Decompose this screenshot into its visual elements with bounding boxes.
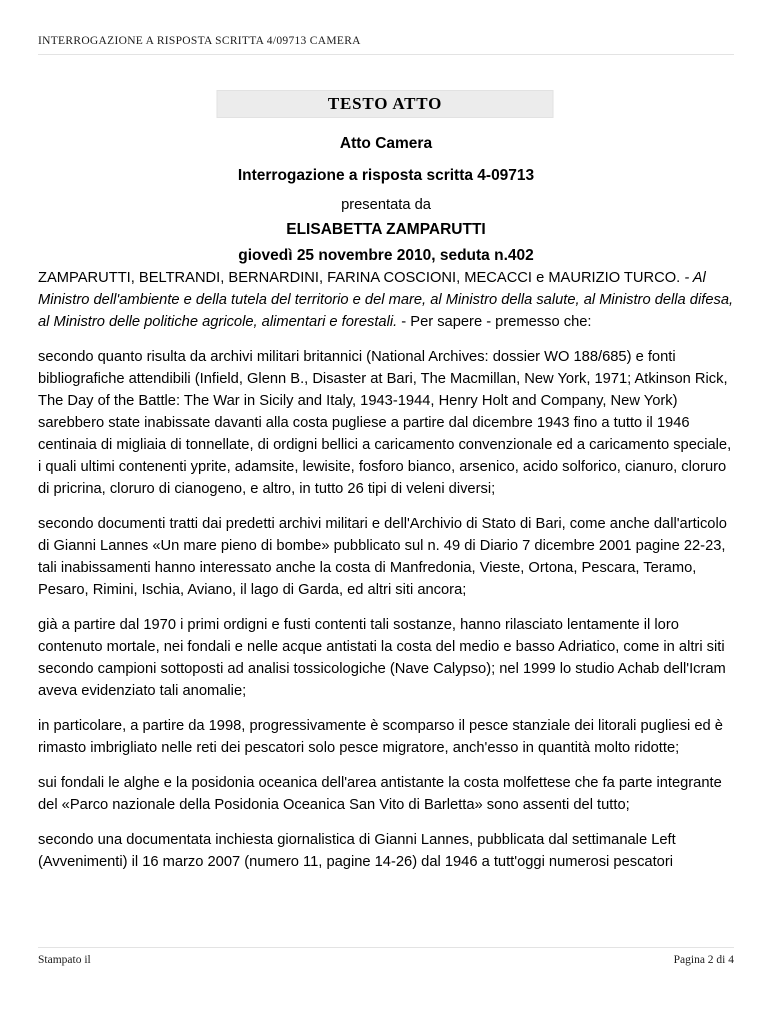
body-paragraph: secondo una documentata inchiesta giornalistica di Gianni Lannes, pubblicata dal settimanale Left (Avvenimenti) il 16 marzo 2007 (numero 11, pagine 14-26) dal 1946 a tutt'oggi numerosi pescatori <box>38 832 676 870</box>
body-paragraph: sui fondali le alghe e la posidonia oceanica dell'area antistante la costa molfettese che fa parte integrante del «Parco nazionale della Posidonia Oceanica San Vito di Barletta» sono assenti del tutto; <box>38 775 722 813</box>
testo-atto-banner: TESTO ATTO <box>217 90 554 118</box>
body-paragraph: secondo quanto risulta da archivi militari britannici (National Archives: dossier WO 188/685) e fonti bibliografiche attendibili (Infield, Glenn B., Disaster at Bari, The Macmillan, New York, 1971; Atkinson Rick, The Day of the Battle: The War in Sicily and Italy, 1943-1944, Henry Holt and Company, New York) sarebbero state inabissate davanti alla costa pugliese a partire dal dicembre 1943 fino a tutto il 1946 centinaia di migliaia di tonnellate, di ordigni bellici a caricamento convenzionale ed a caricamento speciale, i quali ultimi contenenti yprite, adamsite, lewisite, fosforo bianco, arsenico, acido solforico, cianuro, cloruro di pricrina, cloruro di cianogeno, e altro, in tutto 26 tipi di veleni diversi; <box>38 349 732 497</box>
page-footer <box>38 947 734 966</box>
page-indicator: Pagina 2 di 4 <box>673 954 734 966</box>
body-paragraph: già a partire dal 1970 i primi ordigni e fusti contenti tali sostanze, hanno rilasciato lentamente il loro contenuto mortale, nei fondali e nelle acque antistati la costa del medio e basso Adriatico, come in altri siti secondo campioni sottoposti ad analisi tossicologiche (Nave Calypso); nel 1999 lo studio Achab dell'Icram aveva evidenziato tali anomalie; <box>38 617 726 699</box>
header-title: INTERROGAZIONE A RISPOSTA SCRITTA 4/09713 CAMERA <box>38 35 361 47</box>
act-chamber-heading: Atto Camera <box>339 135 433 152</box>
document-header <box>38 0 734 55</box>
session-date-heading: giovedì 25 novembre 2010, seduta n.402 <box>238 247 534 264</box>
body-paragraph: in particolare, a partire da 1998, progressivamente è scomparso il pesce stanziale dei litorali pugliesi ed è rimasto imbrigliato nelle reti dei pescatori solo pesce migratore, anch'esso in quantità molto ridotte; <box>38 718 723 756</box>
presented-by-label: presentata da <box>341 197 431 213</box>
question-intro: - Per sapere - premesso che: <box>401 314 592 330</box>
act-number-heading: Interrogazione a risposta scritta 4-09713 <box>237 167 535 184</box>
act-header <box>38 135 734 265</box>
presenter-name: ELISABETTA ZAMPARUTTI <box>286 221 486 238</box>
ministers-addressees: - Al Ministro dell'ambiente e della tutela del territorio e del mare, al Ministro della salute, al Ministro della difesa, al Ministro delle politiche agricole, alimentari e forestali. <box>38 270 734 330</box>
paragraph-signatories <box>38 267 734 333</box>
signatories-names: ZAMPARUTTI, BELTRANDI, BERNARDINI, FARINA COSCIONI, MECACCI e MAURIZIO TURCO. <box>38 270 681 286</box>
body-paragraph: secondo documenti tratti dai predetti archivi militari e dell'Archivio di Stato di Bari, come anche dall'articolo di Gianni Lannes «Un mare pieno di bombe» pubblicato sul n. 49 di Diario 7 dicembre 2001 pagine 22-23, tali inabissamenti hanno interessato anche la costa di Manfredonia, Vieste, Ortona, Pescara, Teramo, Pesaro, Rimini, Ischia, Aviano, il lago di Garda, ed altri siti ancora; <box>38 516 727 598</box>
document-body <box>38 267 734 886</box>
printed-label: Stampato il <box>38 954 91 966</box>
